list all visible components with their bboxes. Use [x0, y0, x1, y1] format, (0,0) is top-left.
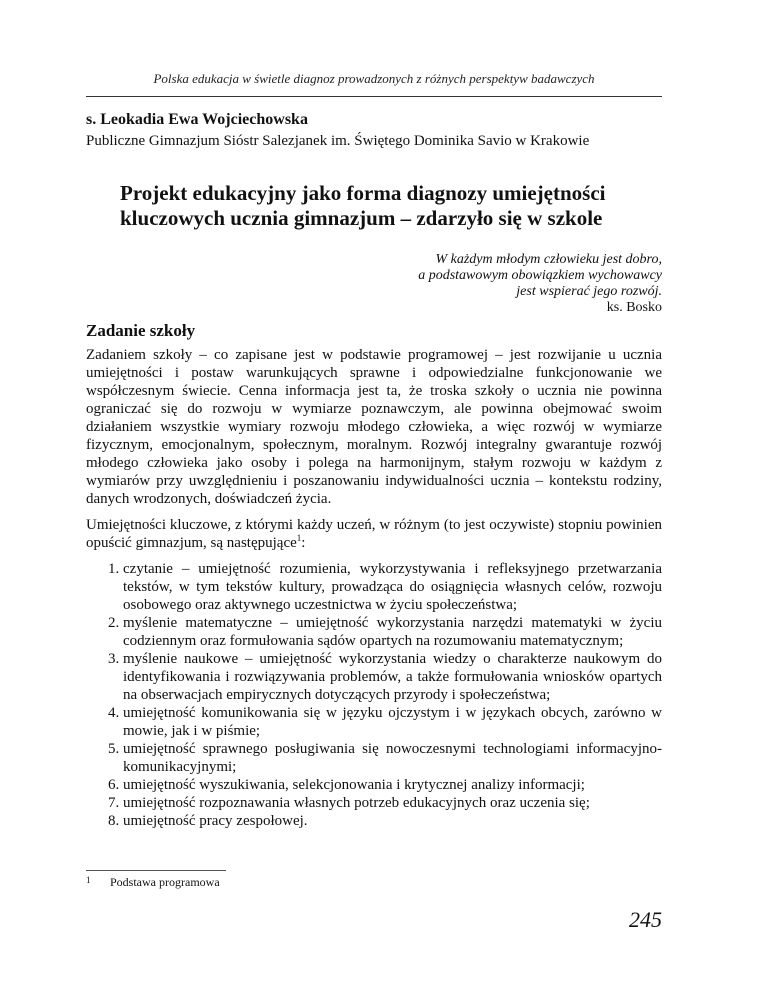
paragraph-text: Umiejętności kluczowe, z którymi każdy uczeń, w różnym (to jest oczywiste) stopniu powinien opuścić gimnazjum, są następujące — [86, 517, 662, 551]
epigraph-line: a podstawowym obowiązkiem wychowawcy — [418, 268, 662, 283]
footnote — [86, 875, 220, 890]
list-item: 4. umiejętność komunikowania się w języku ojczystym i w językach obcych, zarówno w mowie, jak i w piśmie; — [123, 704, 662, 740]
list-item: 1. czytanie – umiejętność rozumienia, wykorzystywania i refleksyjnego przetwarzania tekstów, w tym tekstów kultury, prowadząca do osiągnięcia własnych celów, rozwoju osobowego oraz aktywnego uczestnictwa w życiu społeczeństwa; — [123, 560, 662, 614]
article-title: Projekt edukacyjny jako forma diagnozy umiejętności kluczowych ucznia gimnazjum – zdarzyło się w szkole — [120, 181, 606, 230]
key-skills-list — [86, 560, 662, 830]
paragraph-colon: : — [301, 535, 306, 551]
epigraph-line: W każdym młodym człowieku jest dobro, — [435, 252, 662, 267]
epigraph-line: jest wspierać jego rozwój. — [516, 284, 662, 299]
footnote-reference[interactable]: 1 — [296, 533, 302, 543]
list-item: 2. myślenie matematyczne – umiejętność wykorzystania narzędzi matematyki w życiu codziennym oraz formułowania sądów opartych na rozumowaniu matematycznym; — [123, 614, 662, 650]
header-rule — [86, 96, 662, 97]
list-item: 6. umiejętność wyszukiwania, selekcjonowania i krytycznej analizy informacji; — [123, 776, 662, 794]
epigraph-source: ks. Bosko — [606, 300, 662, 315]
body-text — [86, 346, 662, 830]
footnote-text: Podstawa programowa — [110, 875, 220, 889]
section-heading: Zadanie szkoły — [86, 321, 196, 340]
footnote-number: 1 — [86, 875, 91, 885]
list-item: 8. umiejętność pracy zespołowej. — [123, 812, 662, 830]
list-item: 7. umiejętność rozpoznawania własnych potrzeb edukacyjnych oraz uczenia się; — [123, 794, 662, 812]
list-item: 3. myślenie naukowe – umiejętność wykorzystania wiedzy o charakterze naukowym do identyfikowania i rozwiązywania problemów, a także formułowania wniosków opartych na obserwacjach empirycznych dotyczących przyrody i społeczeństwa; — [123, 650, 662, 704]
list-item: 5. umiejętność sprawnego posługiwania się nowoczesnymi technologiami informacyjno-komunikacyjnymi; — [123, 740, 662, 776]
footnote-rule — [86, 870, 226, 871]
author-name: s. Leokadia Ewa Wojciechowska — [86, 111, 308, 128]
author-affiliation: Publiczne Gimnazjum Sióstr Salezjanek im. Świętego Dominika Savio w Krakowie — [86, 133, 590, 149]
running-head: Polska edukacja w świetle diagnoz prowadzonych z różnych perspektyw badawczych — [153, 71, 595, 86]
epigraph — [262, 252, 662, 316]
page-number: 245 — [629, 907, 662, 932]
paragraph — [86, 516, 662, 552]
paragraph: Zadaniem szkoły – co zapisane jest w podstawie programowej – jest rozwijanie u ucznia umiejętności i postaw warunkujących sprawne i odpowiedzialne funkcjonowanie we współczesnym świecie. Cenna informacja jest ta, że troska szkoły o ucznia nie powinna ograniczać się do rozwoju w wymiarze poznawczym, ale powinna obejmować swoim działaniem wszystkie wymiary rozwoju młodego człowieka, a więc rozwój w wymiarze fizycznym, emocjonalnym, społecznym, moralnym. Rozwój integralny gwarantuje rozwój młodego człowieka jako osoby i polega na harmonijnym, stałym rozwoju w każdym z wymiarów przy uwzględnieniu i poszanowaniu indywidualności ucznia – kontekstu rodziny, danych wrodzonych, doświadczeń życia. — [86, 347, 662, 507]
